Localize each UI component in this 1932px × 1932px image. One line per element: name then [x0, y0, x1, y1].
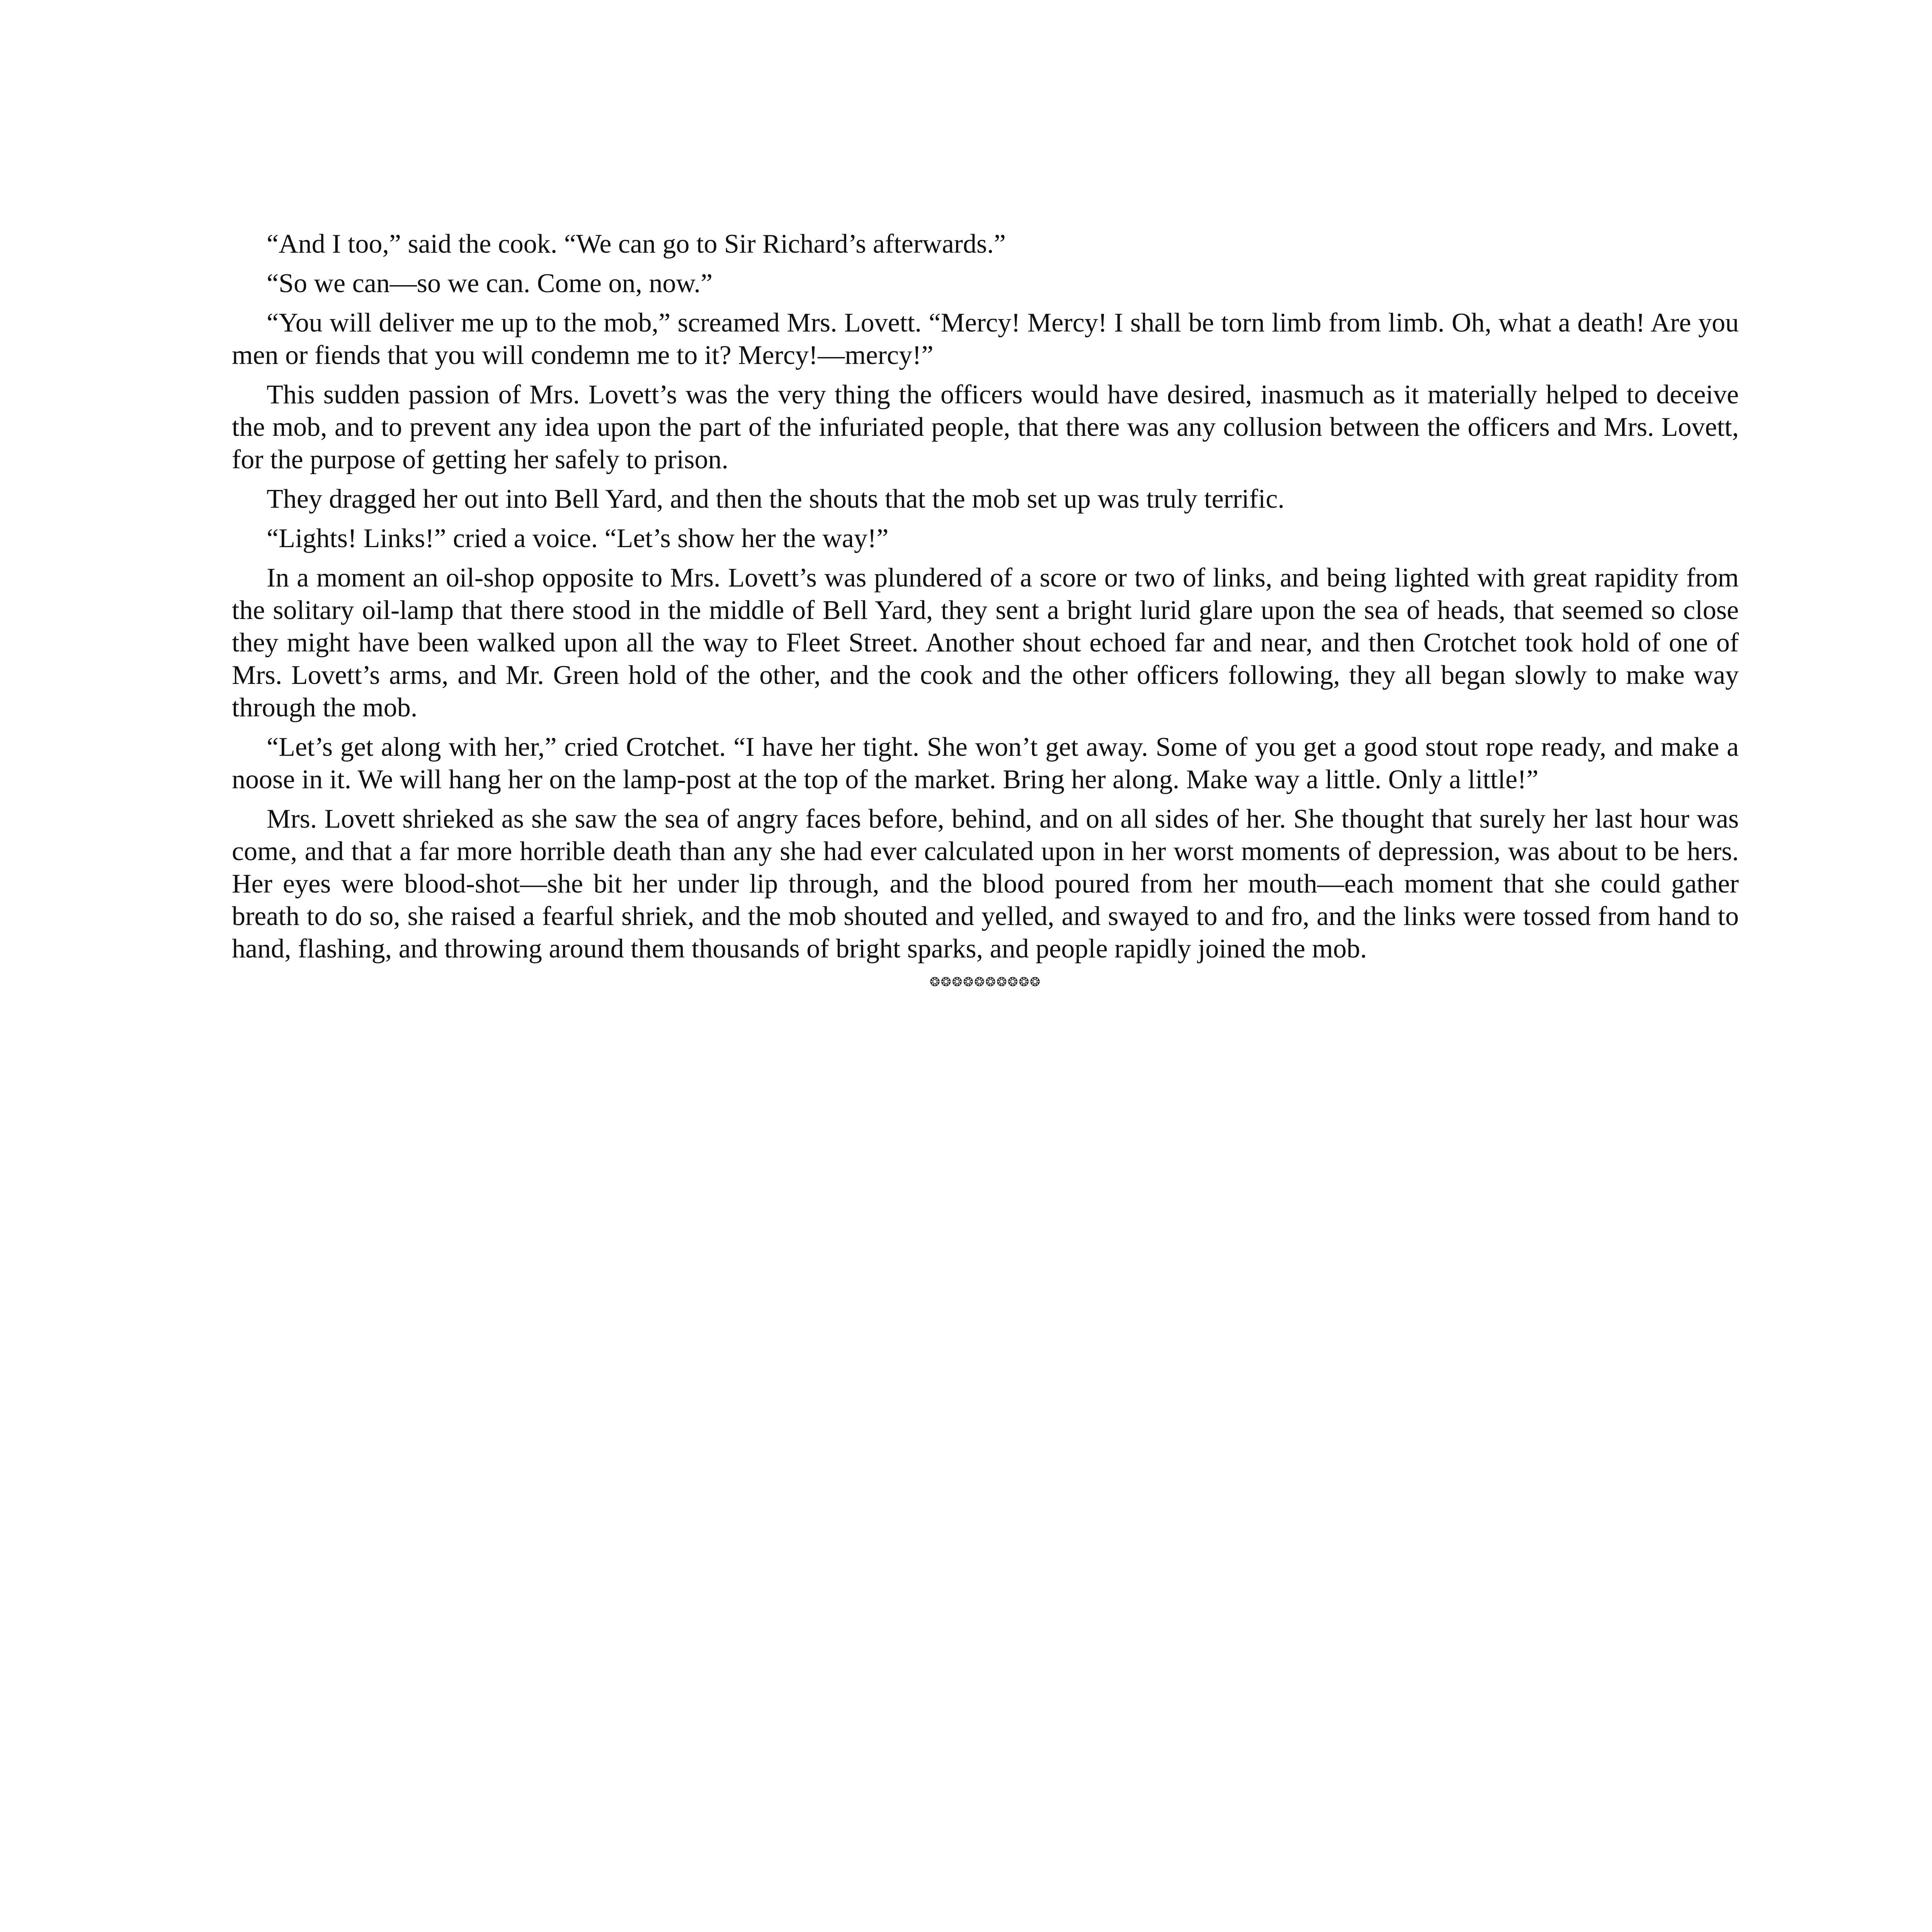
- paragraph: “Let’s get along with her,” cried Crotchet. “I have her tight. She won’t get away. Some of you get a good stout rope ready, and make a noose in it. We will hang her on the lamp-post at the top of the market. Bring her along. Make way a little. Only a little!”: [232, 732, 1739, 794]
- paragraph: “Lights! Links!” cried a voice. “Let’s show her the way!”: [267, 524, 889, 553]
- story-text: [232, 228, 1739, 992]
- paragraph: They dragged her out into Bell Yard, and then the shouts that the mob set up was truly terrific.: [267, 484, 1285, 514]
- paragraph: “You will deliver me up to the mob,” screamed Mrs. Lovett. “Mercy! Mercy! I shall be torn limb from limb. Oh, what a death! Are you men or fiends that you will condemn me to it? Mercy!—mercy!”: [232, 308, 1739, 370]
- paragraph: In a moment an oil-shop opposite to Mrs. Lovett’s was plundered of a score or two of links, and being lighted with great rapidity from the solitary oil-lamp that there stood in the middle of Bell Yard, they sent a bright lurid glare upon the sea of heads, that seemed so close they might have been walked upon all the way to Fleet Street. Another shout echoed far and near, and then Crotchet took hold of one of Mrs. Lovett’s arms, and Mr. Green hold of the other, and the cook and the other officers following, they all began slowly to make way through the mob.: [232, 563, 1739, 723]
- section-break-ornament: ❂❂❂❂❂❂❂❂❂❂: [929, 975, 1041, 989]
- paragraph: This sudden passion of Mrs. Lovett’s was the very thing the officers would have desired, inasmuch as it materially helped to deceive the mob, and to prevent any idea upon the part of the infuriated people, that there was any collusion between the officers and Mrs. Lovett, for the purpose of getting her safely to prison.: [232, 380, 1739, 474]
- paragraph: “And I too,” said the cook. “We can go to Sir Richard’s afterwards.”: [267, 229, 1006, 259]
- paragraph: “So we can—so we can. Come on, now.”: [267, 269, 713, 298]
- paragraph: Mrs. Lovett shrieked as she saw the sea of angry faces before, behind, and on all sides of her. She thought that surely her last hour was come, and that a far more horrible death than any she had ever calculated upon in her worst moments of depression, was about to be hers. Her eyes were blood-shot—she bit her under lip through, and the blood poured from her mouth—each moment that she could gather breath to do so, she raised a fearful shriek, and the mob shouted and yelled, and swayed to and fro, and the links were tossed from hand to hand, flashing, and throwing around them thousands of bright sparks, and people rapidly joined the mob.: [232, 804, 1739, 964]
